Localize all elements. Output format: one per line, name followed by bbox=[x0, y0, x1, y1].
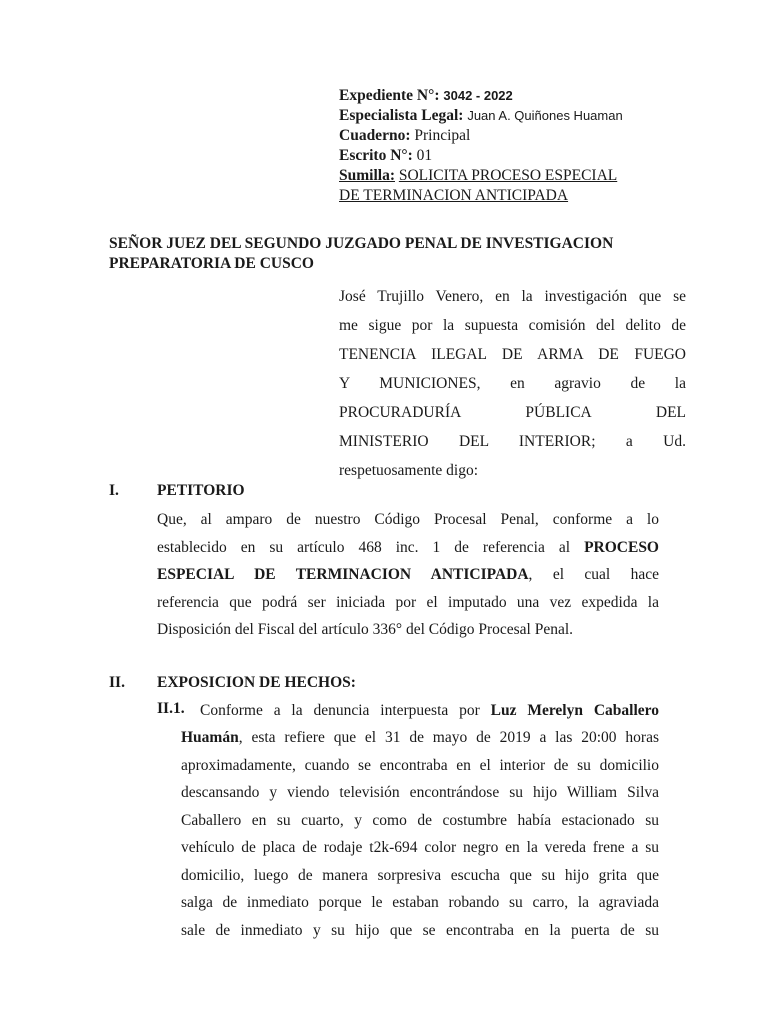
hechos-line: salga de inmediato porque le estaban robando su carro, la agraviada bbox=[181, 894, 659, 911]
hechos-line: Caballero en su cuarto, y como de costumbre había estacionado su bbox=[181, 811, 659, 829]
section1-number: I. bbox=[109, 482, 119, 499]
addressee-line2: PREPARATORIA DE CUSCO bbox=[109, 255, 314, 272]
section1-title: PETITORIO bbox=[157, 482, 245, 499]
petitorio-paragraph bbox=[157, 506, 659, 644]
intro-paragraph bbox=[339, 282, 686, 485]
hechos-first-line bbox=[200, 697, 659, 725]
petitorio-bold-text: ESPECIAL DE TERMINACION ANTICIPADA bbox=[157, 566, 529, 583]
cuaderno-value: Principal bbox=[414, 127, 471, 144]
expediente-label: Expediente N°: bbox=[339, 87, 440, 104]
petitorio-line bbox=[157, 561, 659, 589]
hechos-line bbox=[181, 724, 659, 752]
sumilla-line2: DE TERMINACION ANTICIPADA bbox=[339, 187, 569, 204]
intro-line: Y MUNICIONES, en agravio de la bbox=[339, 375, 686, 392]
hechos-bold-text: Huamán bbox=[181, 729, 239, 746]
petitorio-bold-text: PROCESO bbox=[584, 538, 659, 556]
intro-line: respetuosamente digo: bbox=[339, 462, 479, 479]
case-header bbox=[339, 86, 623, 206]
hechos-line bbox=[200, 697, 659, 725]
hechos-paragraph bbox=[181, 724, 659, 944]
escrito-value: 01 bbox=[416, 147, 433, 164]
expediente-row bbox=[339, 86, 623, 106]
expediente-value: 3042 - 2022 bbox=[443, 88, 513, 103]
hechos-line: aproximadamente, cuando se encontraba en el interior de su domicilio bbox=[181, 756, 659, 774]
cuaderno-label: Cuaderno: bbox=[339, 127, 411, 144]
petitorio-line: referencia que podrá ser iniciada por el imputado una vez expedida la bbox=[157, 593, 659, 611]
addressee bbox=[109, 234, 669, 274]
petitorio-line bbox=[157, 534, 659, 562]
especialista-label: Especialista Legal: bbox=[339, 107, 464, 124]
hechos-line: descansando y viendo televisión encontrándose su hijo William Silva bbox=[181, 784, 659, 801]
escrito-row bbox=[339, 146, 623, 166]
intro-line: José Trujillo Venero, en la investigación que se bbox=[339, 288, 686, 305]
especialista-row bbox=[339, 106, 623, 126]
hechos-line: sale de inmediato y su hijo que se encontraba en la puerta de su bbox=[181, 921, 659, 939]
cuaderno-row bbox=[339, 126, 623, 146]
petitorio-text: establecido en su artículo 468 inc. 1 de referencia al bbox=[157, 538, 585, 556]
sumilla-row-2 bbox=[339, 186, 623, 206]
section2-title: EXPOSICION DE HECHOS: bbox=[157, 674, 356, 691]
sumilla-line1: SOLICITA PROCESO ESPECIAL bbox=[398, 167, 618, 184]
intro-line: me sigue por la supuesta comisión del delito de bbox=[339, 317, 686, 334]
intro-line: TENENCIA ILEGAL DE ARMA DE FUEGO bbox=[339, 346, 686, 363]
petitorio-line: Disposición del Fiscal del artículo 336° del Código Procesal Penal. bbox=[157, 621, 574, 638]
subsection-number: II.1. bbox=[157, 700, 185, 717]
intro-line: MINISTERIO DEL INTERIOR; a Ud. bbox=[339, 433, 686, 450]
addressee-line1: SEÑOR JUEZ DEL SEGUNDO JUZGADO PENAL DE INVESTIGACION bbox=[109, 235, 614, 252]
section2-number: II. bbox=[109, 674, 125, 691]
sumilla-row bbox=[339, 166, 623, 186]
hechos-text: , esta refiere que el 31 de mayo de 2019 a las 20:00 horas bbox=[238, 729, 659, 746]
hechos-line: vehículo de placa de rodaje t2k-694 color negro en la vereda frene a su bbox=[181, 839, 659, 856]
petitorio-line: Que, al amparo de nuestro Código Procesal Penal, conforme a lo bbox=[157, 511, 659, 528]
petitorio-text: , el cual hace bbox=[528, 566, 660, 583]
sumilla-label: Sumilla: bbox=[339, 167, 395, 184]
especialista-value: Juan A. Quiñones Huaman bbox=[467, 108, 623, 123]
hechos-text: Conforme a la denuncia interpuesta por bbox=[200, 702, 491, 719]
hechos-line: domicilio, luego de manera sorpresiva escucha que su hijo grita que bbox=[181, 866, 659, 884]
escrito-label: Escrito N°: bbox=[339, 147, 413, 164]
hechos-bold-text: Luz Merelyn Caballero bbox=[490, 702, 659, 719]
intro-line: PROCURADURÍA PÚBLICA DEL bbox=[339, 404, 686, 421]
